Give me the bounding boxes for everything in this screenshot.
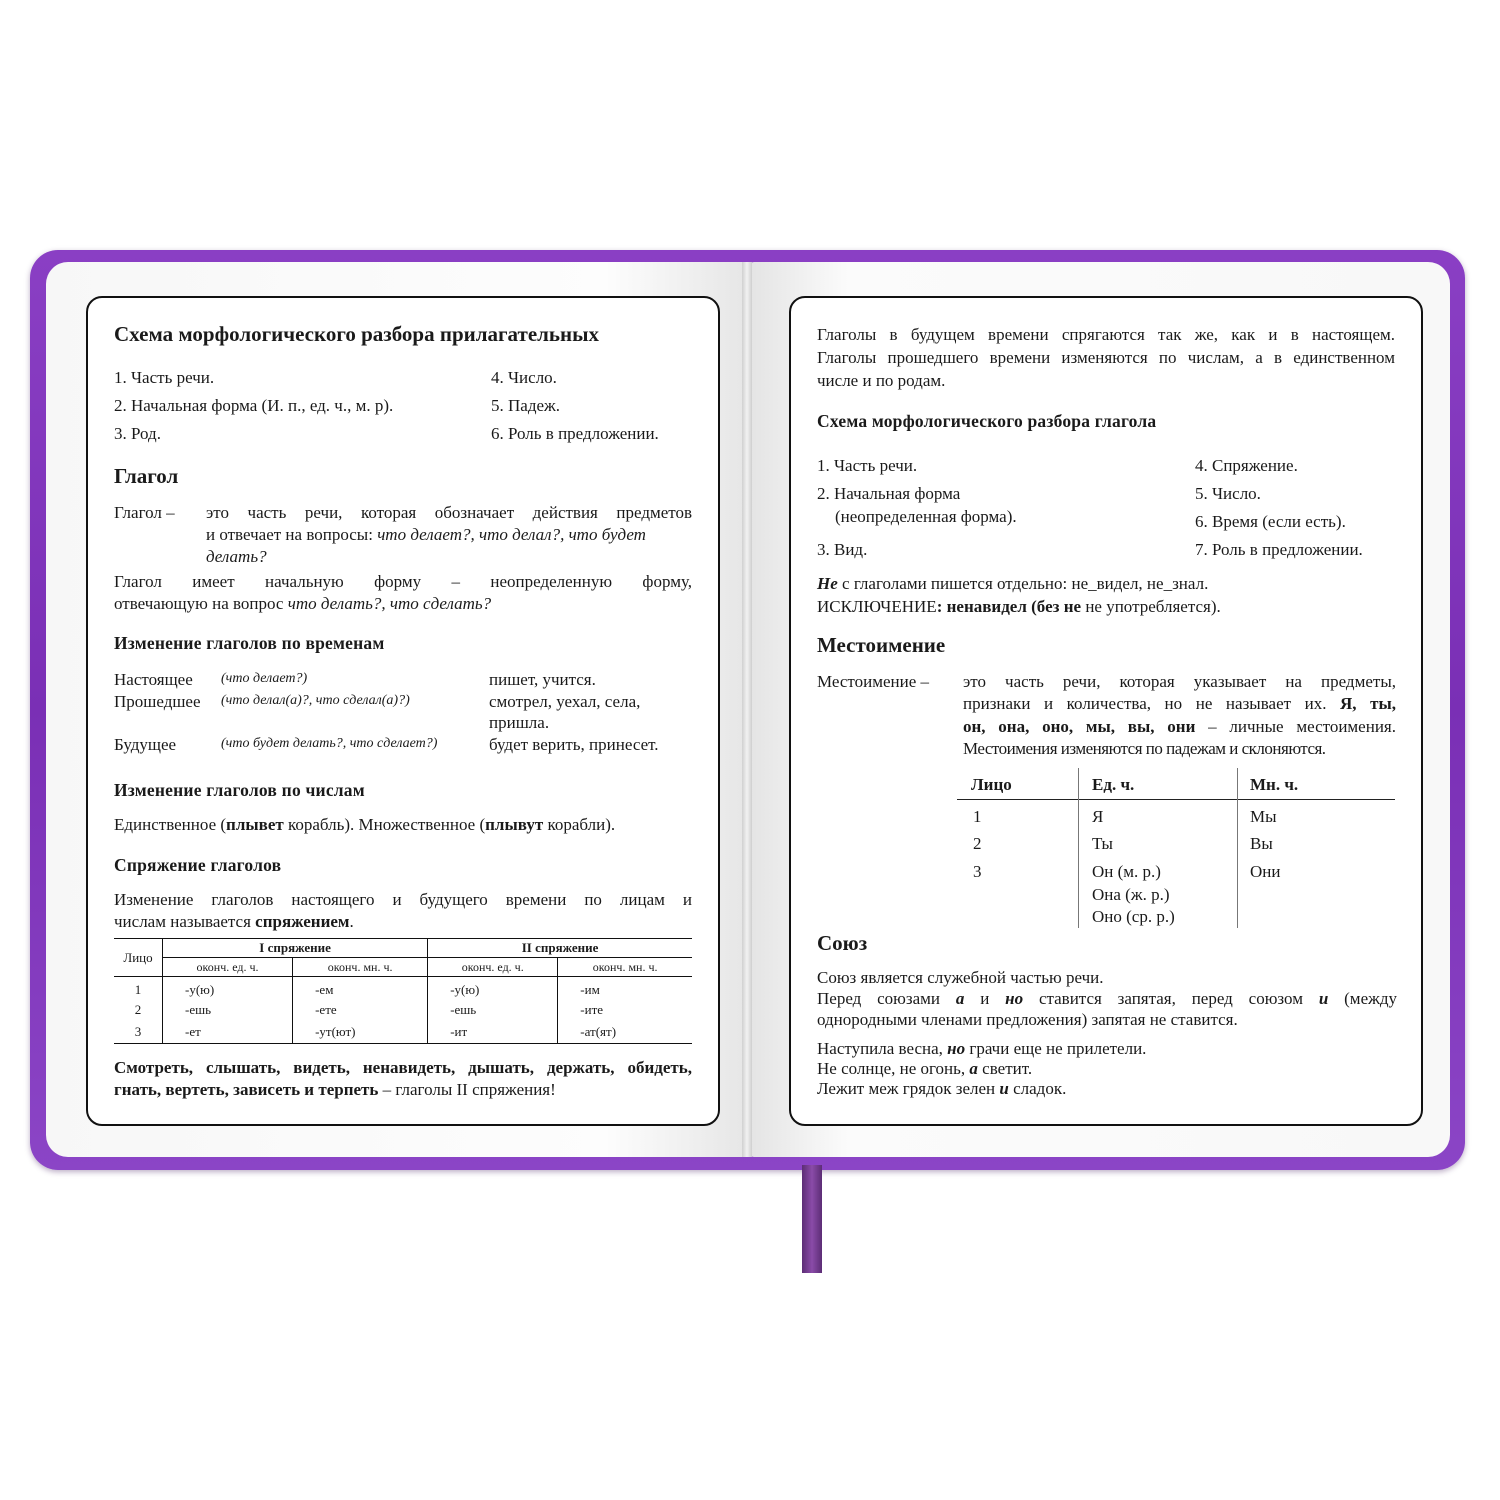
verb-scheme-item: 5. Число. [1195,484,1261,503]
conjugation-table [114,938,692,1044]
adj-item: 6. Роль в предложении. [491,424,659,443]
verb-term: Глагол – [114,503,175,522]
table-subheader: оконч. ед. ч. [428,958,558,977]
verb-scheme-item: 3. Вид. [817,540,868,559]
table-header: I спряжение [163,939,428,958]
table-subheader: оконч. ед. ч. [163,958,293,977]
pronoun-table-divider [1237,768,1238,928]
pronoun-table-header: Мн. ч. [1250,775,1299,794]
conjugation-exceptions: гнать, вертеть, зависеть и терпеть – глаголы II спряжения! [114,1080,556,1099]
conjugation-text: числам называется спряжением. [114,912,354,931]
verb-scheme-item: 1. Часть речи. [817,456,918,475]
verb-infinitive-line: Глагол имеет начальную форму – неопределенную форму, [114,572,692,591]
table-header: Лицо [114,939,163,977]
tense-example: пришла. [489,713,550,732]
conjugation-title: Спряжение глаголов [114,855,282,875]
adj-scheme-title: Схема морфологического разбора прилагательных [114,322,600,346]
table-row: 2 -ешь -ете -ешь -ите [114,999,692,1021]
pronoun-cell: Они [1250,862,1281,881]
pronoun-definition-line: признаки и количества, но не называет их. Я, ты, [963,694,1396,713]
pronoun-cell: Вы [1250,834,1273,853]
adj-item: 1. Часть речи. [114,368,215,387]
adj-item: 3. Род. [114,424,161,443]
future-tense-text: Глаголы прошедшего времени изменяются по числам, а в единственном [817,348,1395,367]
pronoun-table-divider [1078,768,1079,928]
pronoun-definition-line: это часть речи, которая указывает на предметы, [963,672,1396,691]
verb-scheme-title: Схема морфологического разбора глагола [817,411,1157,431]
pronoun-cell: 2 [973,834,982,853]
pronoun-cell: 3 [973,862,982,881]
future-tense-text: числе и по родам. [817,371,946,390]
tense-question: (что делает?) [221,671,308,686]
bookmark-ribbon[interactable] [802,1165,822,1273]
pronoun-table-rule [957,799,1395,800]
future-tense-text: Глаголы в будущем времени спрягаются так же, как и в настоящем. [817,325,1395,344]
tense-title: Изменение глаголов по временам [114,633,385,653]
conjugation-text: Изменение глаголов настоящего и будущего времени по лицам и [114,890,692,909]
pronoun-cell: Оно (ср. р.) [1092,907,1175,926]
pronoun-table-header: Лицо [971,775,1012,794]
union-example: Наступила весна, но грачи еще не прилетели. [817,1039,1147,1058]
union-example: Лежит меж грядок зелен и сладок. [817,1079,1067,1098]
verb-scheme-item: 7. Роль в предложении. [1195,540,1363,559]
tense-example: будет верить, принесет. [489,735,659,754]
pronoun-cell: Он (м. р.) [1092,862,1161,881]
tense-question: (что делал(а)?, что сделал(а)?) [221,693,410,708]
tense-question: (что будет делать?, что сделает?) [221,736,438,751]
adj-item: 4. Число. [491,368,557,387]
table-header: II спряжение [428,939,692,958]
verb-scheme-item: (неопределенная форма). [835,507,1017,526]
union-text: Союз является служебной частью речи. [817,968,1104,987]
adj-item: 5. Падеж. [491,396,561,415]
pronoun-cell: Мы [1250,807,1277,826]
table-subheader: оконч. мн. ч. [592,959,658,974]
pronoun-section-title: Местоимение [817,633,946,657]
conjugation-exceptions: Смотреть, слышать, видеть, ненавидеть, дышать, держать, обидеть, [114,1058,692,1077]
book-spine-gutter [742,262,752,1157]
pronoun-term: Местоимение – [817,672,930,691]
pronoun-definition-line: он, она, оно, мы, вы, они – личные местоимения. [963,717,1396,736]
tense-name: Прошедшее [114,692,201,711]
verb-definition-line: делать? [206,547,267,566]
tense-name: Настоящее [114,670,193,689]
union-text: однородными членами предложения) запятая не ставится. [817,1010,1238,1029]
tense-example: пишет, учится. [489,670,596,689]
tense-name: Будущее [114,735,177,754]
pronoun-definition-line: Местоимения изменяются по падежам и склоняются. [963,739,1326,758]
verb-section-title: Глагол [114,464,179,488]
verb-scheme-item: 4. Спряжение. [1195,456,1298,475]
adj-item: 2. Начальная форма (И. п., ед. ч., м. р). [114,396,394,415]
pronoun-cell: 1 [973,807,982,826]
union-text: Перед союзами а и но ставится запятая, перед союзом и (между [817,989,1398,1008]
number-text: Единственное (плывет корабль). Множественное (плывут корабли). [114,815,616,834]
union-section-title: Союз [817,931,868,955]
union-example: Не солнце, не огонь, а светит. [817,1059,1033,1078]
pronoun-table-header: Ед. ч. [1092,775,1135,794]
pronoun-cell: Я [1092,807,1104,826]
number-title: Изменение глаголов по числам [114,780,365,800]
verb-definition-line: и отвечает на вопросы: что делает?, что делал?, что будет [206,525,646,544]
ne-rule: Не с глаголами пишется отдельно: не_видел, не_знал. [817,574,1209,593]
pronoun-cell: Она (ж. р.) [1092,885,1170,904]
verb-infinitive-line: отвечающую на вопрос что делать?, что сделать? [114,594,492,613]
ne-exception: ИСКЛЮЧЕНИЕ: ненавидел (без не не употребляется). [817,597,1221,616]
verb-scheme-item: 6. Время (если есть). [1195,512,1346,531]
verb-scheme-item: 2. Начальная форма [817,484,961,503]
table-subheader: оконч. мн. ч. [293,958,428,977]
tense-example: смотрел, уехал, села, [489,692,641,711]
verb-definition-line: это часть речи, которая обозначает действия предметов [206,503,692,522]
table-row: 3 -ет -ут(ют) -ит -ат(ят) [114,1021,692,1043]
pronoun-cell: Ты [1092,834,1113,853]
table-row: 1 -у(ю) -ем -у(ю) -им [114,977,692,1000]
